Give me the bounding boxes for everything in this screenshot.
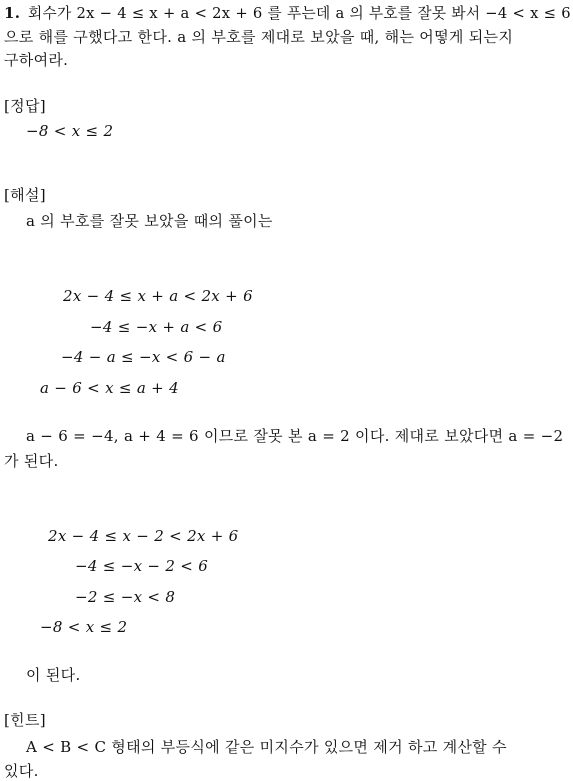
explanation-intro: a 의 부호를 잘못 보았을 때의 풀이는: [26, 212, 273, 230]
answer-value: −8 < x ≤ 2: [26, 122, 114, 140]
problem-text-line-1: 회수가 2x − 4 ≤ x + a < 2x + 6 를 푸는데 a 의 부호를 잘못 봐서 −4 < x ≤ 6: [28, 4, 571, 22]
wrong-step-4: a − 6 < x ≤ a + 4: [40, 379, 179, 397]
wrong-step-2: −4 ≤ −x + a < 6: [90, 318, 223, 336]
conclusion-line-1: a − 6 = −4, a + 4 = 6 이므로 잘못 본 a = 2 이다. 제대로 보았다면 a = −2: [26, 427, 564, 445]
problem-text-line-3: 구하여라.: [4, 51, 69, 69]
hint-line-1: A < B < C 형태의 부등식에 같은 미지수가 있으면 제거 하고 계산할 수: [26, 738, 507, 756]
hint-label: [힌트]: [4, 711, 46, 729]
problem-text-line-2: 으로 해를 구했다고 한다. a 의 부호를 제대로 보았을 때, 해는 어떻게 되는지: [4, 28, 514, 46]
correct-step-3: −2 ≤ −x < 8: [75, 588, 176, 606]
hint-line-2: 있다.: [4, 762, 39, 780]
correct-step-4: −8 < x ≤ 2: [40, 618, 128, 636]
correct-step-1: 2x − 4 ≤ x − 2 < 2x + 6: [48, 527, 239, 545]
explanation-final: 이 된다.: [26, 666, 81, 684]
problem-number: 1.: [4, 4, 21, 22]
conclusion-line-2: 가 된다.: [4, 452, 59, 470]
explanation-label: [해설]: [4, 186, 46, 204]
wrong-step-3: −4 − a ≤ −x < 6 − a: [61, 348, 226, 366]
wrong-step-1: 2x − 4 ≤ x + a < 2x + 6: [63, 287, 253, 305]
correct-step-2: −4 ≤ −x − 2 < 6: [75, 557, 209, 575]
answer-label: [정답]: [4, 97, 46, 115]
